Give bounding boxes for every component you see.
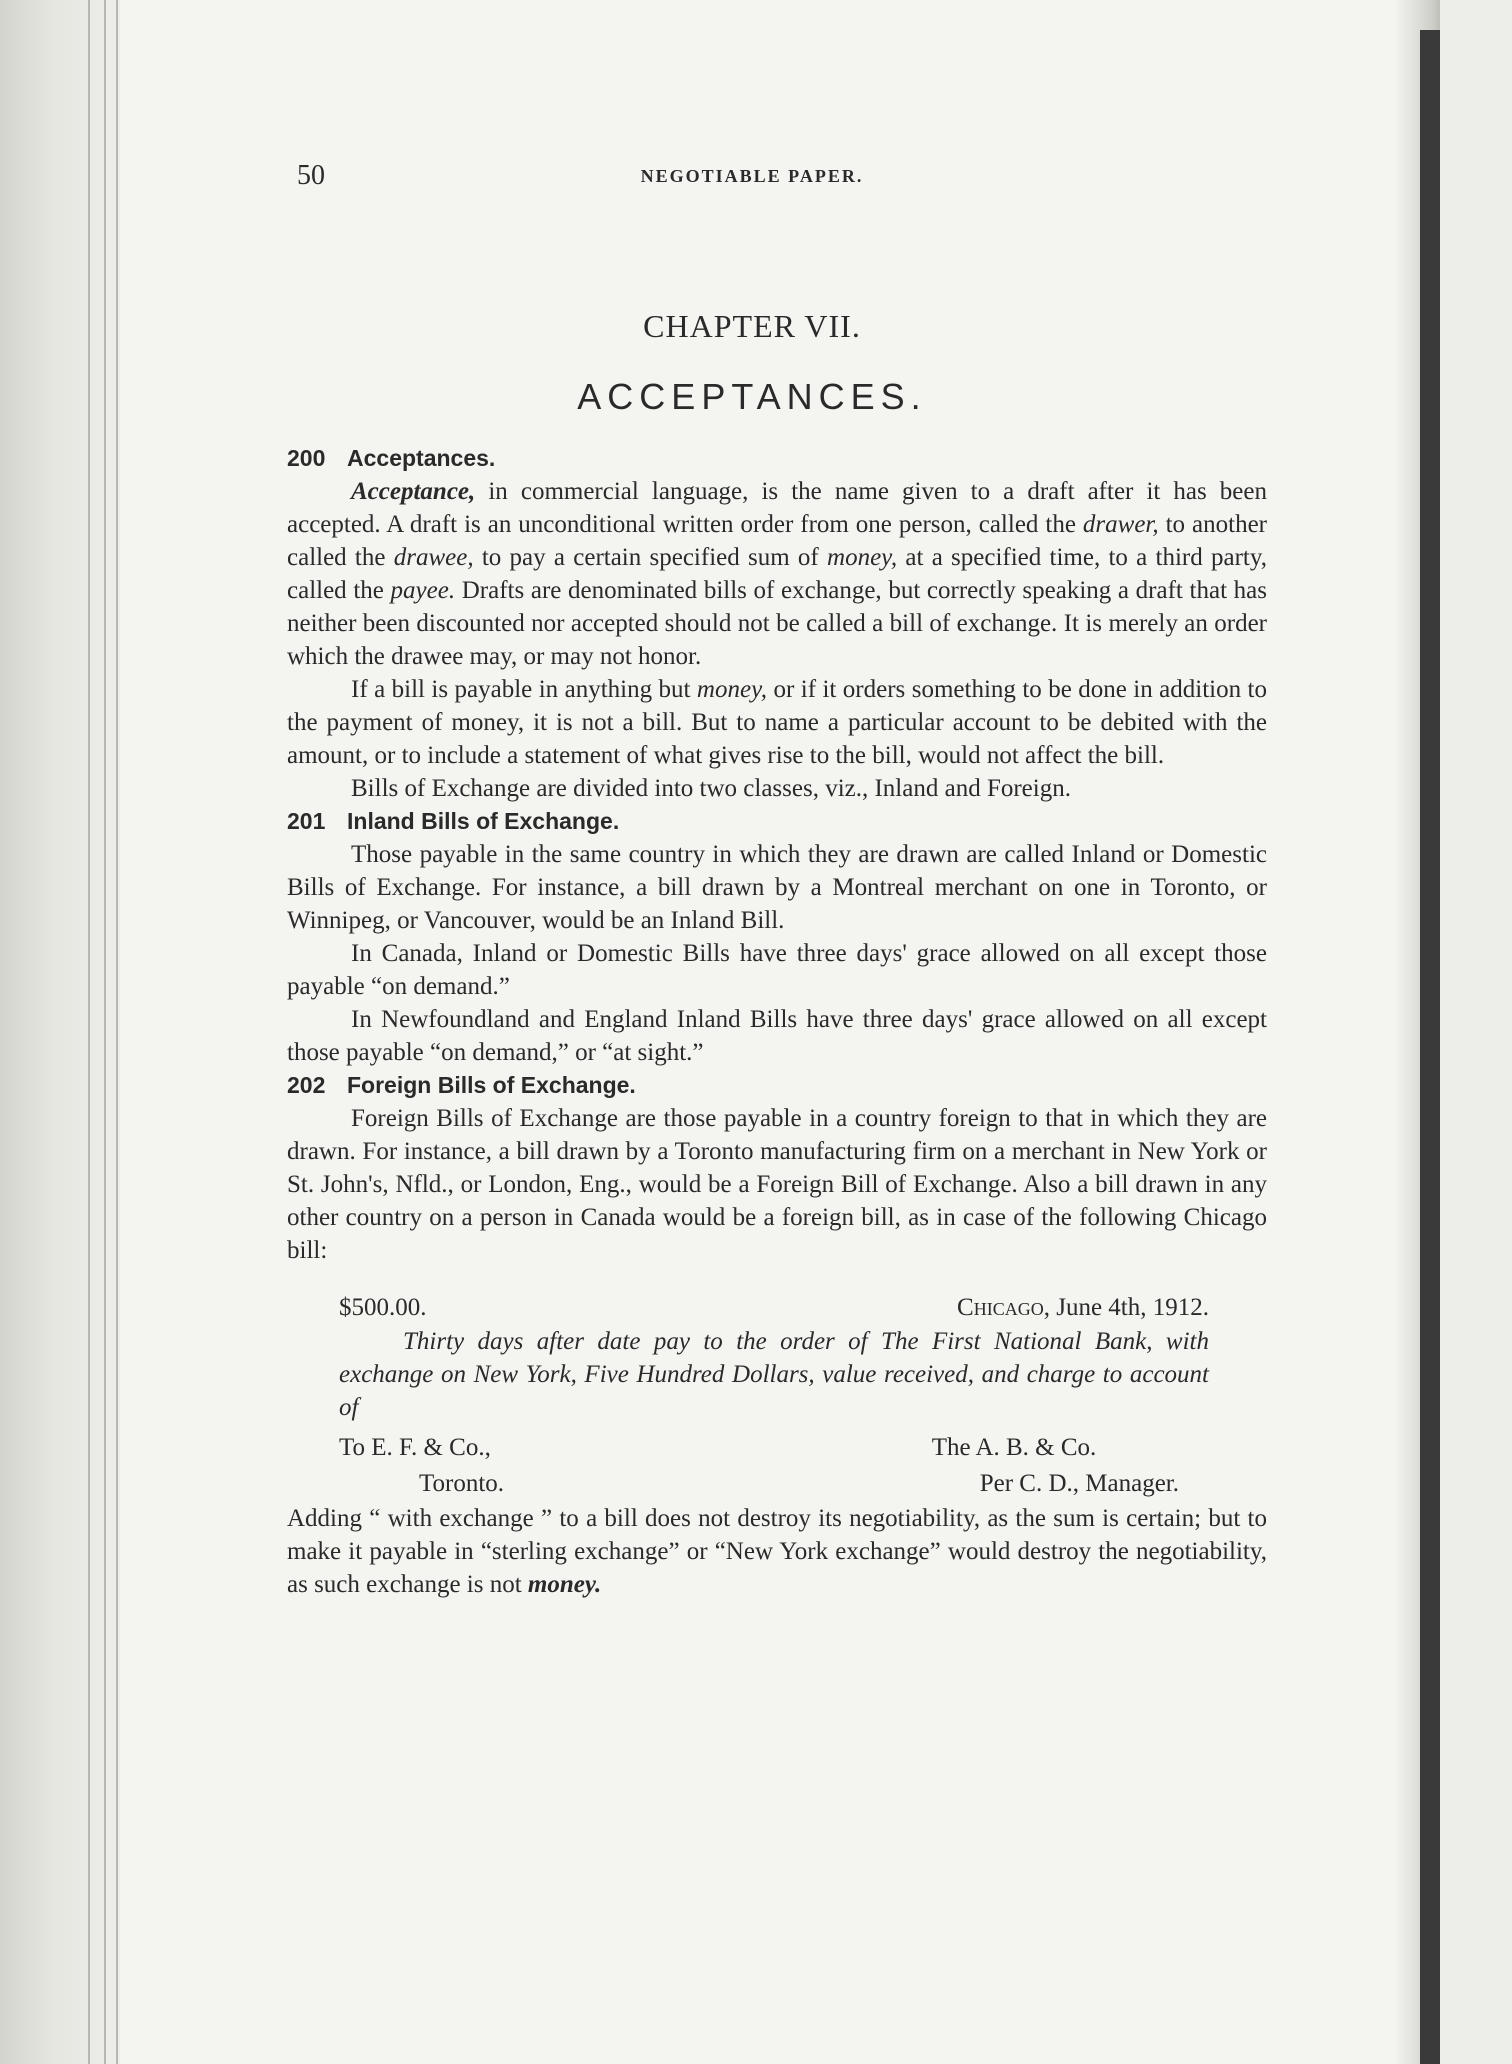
page-number: 50: [297, 160, 325, 191]
section-title: Foreign Bills of Exchange.: [347, 1072, 636, 1098]
bill-signatures: [339, 1430, 1209, 1502]
bill-date-text: June 4th, 1912.: [1056, 1294, 1209, 1321]
bill-example: [339, 1291, 1209, 1502]
bill-date: [957, 1291, 1209, 1325]
bill-text: Thirty days after date pay to the order of The First National Bank, with exchange on New York, Five Hundred Dollars, value received, and charge to account of: [339, 1328, 1209, 1421]
section-heading-200: [287, 442, 1267, 475]
scan-margin: [1440, 0, 1512, 2064]
paragraph: In Newfoundland and England Inland Bills have three days' grace allowed on all except those payable “on demand,” or “at sight.”: [287, 1006, 1267, 1066]
text-run: at a specified time, to a third party, called the: [287, 544, 1267, 604]
text-run: in commercial language, is the name given to a draft after it has been accepted. A draft is an unconditional written order from one person, called the: [287, 478, 1267, 538]
paragraph: Bills of Exchange are divided into two classes, viz., Inland and Foreign.: [351, 775, 1071, 802]
section-title: Acceptances.: [347, 445, 496, 471]
running-title: NEGOTIABLE PAPER.: [640, 166, 864, 186]
page-edge-line: [116, 0, 118, 2064]
section-number: 200: [287, 445, 326, 471]
section-number: 202: [287, 1072, 326, 1098]
page-edge-line: [88, 0, 90, 2064]
addressee-city: Toronto.: [419, 1470, 505, 1497]
term-money: money,: [696, 676, 768, 703]
bill-drawer: [932, 1430, 1179, 1502]
text-run: Drafts are denominated bills of exchange, but correctly speaking a draft that has neither been discounted nor accepted should not be called a bill of exchange. It is merely an order which the drawee may, or may not honor.: [287, 577, 1268, 670]
paragraph: In Canada, Inland or Domestic Bills have three days' grace allowed on all except those payable “on demand.”: [287, 940, 1267, 1000]
chapter-label: CHAPTER VII.: [643, 308, 861, 344]
book-cover-edge: [1420, 30, 1440, 2064]
text-run: to another called the: [287, 511, 1267, 571]
page-body: [287, 442, 1267, 1601]
bill-addressee: [339, 1430, 504, 1502]
paragraph: Foreign Bills of Exchange are those payable in a country foreign to that in which they are drawn. For instance, a bill drawn by a Toronto manufacturing firm on a merchant in New York or St. John's, Nfld., or London, Eng., would be a Foreign Bill of Exchange. Also a bill drawn in any other country on a person in Canada would be a foreign bill, as in case of the following Chicago bill:: [287, 1105, 1267, 1264]
term-drawer: drawer,: [1082, 511, 1159, 538]
page-edge-line: [104, 0, 106, 2064]
addressee-name: To E. F. & Co.,: [339, 1434, 491, 1461]
term-money: money,: [827, 544, 898, 571]
section-title: Inland Bills of Exchange.: [347, 808, 620, 834]
term-drawee: drawee,: [393, 544, 474, 571]
term-money: money.: [527, 1571, 602, 1598]
text-run: If a bill is payable in anything but: [351, 676, 697, 703]
section-heading-201: [287, 805, 1267, 838]
term-acceptance: Acceptance,: [351, 478, 476, 505]
paragraph: [287, 475, 1267, 673]
text-run: to pay a certain specified sum of: [473, 544, 828, 571]
text-run: Adding “ with exchange ” to a bill does not destroy its negotiability, as the sum is certain; but to make it payable in “sterling exchange” or “New York exchange” would destroy the negotiability, as such exchange is not: [287, 1505, 1267, 1598]
section-heading-202: [287, 1069, 1267, 1102]
paragraph: Those payable in the same country in which they are drawn are called Inland or Domestic Bills of Exchange. For instance, a bill drawn by a Montreal merchant on one in Toronto, or Winnipeg, or Vancouver, would be an Inland Bill.: [287, 841, 1267, 934]
running-head: [297, 160, 1207, 196]
chapter-title: ACCEPTANCES.: [577, 376, 927, 417]
bill-header: [339, 1291, 1209, 1325]
section-number: 201: [287, 808, 326, 834]
bill-place: Chicago,: [957, 1294, 1050, 1321]
closing-paragraph: [287, 1502, 1267, 1601]
book-gutter: [0, 0, 132, 2064]
drawer-signatory: Per C. D., Manager.: [979, 1470, 1179, 1497]
text-run: or if it orders something to be done in addition to the payment of money, it is not a bill. But to name a particular account to be debited with the amount, or to include a statement of what gives rise to the bill, would not affect the bill.: [287, 676, 1268, 769]
drawer-name: The A. B. & Co.: [931, 1434, 1097, 1461]
bill-amount: $500.00.: [339, 1294, 427, 1321]
term-payee: payee.: [390, 577, 456, 604]
paragraph: [287, 673, 1267, 772]
